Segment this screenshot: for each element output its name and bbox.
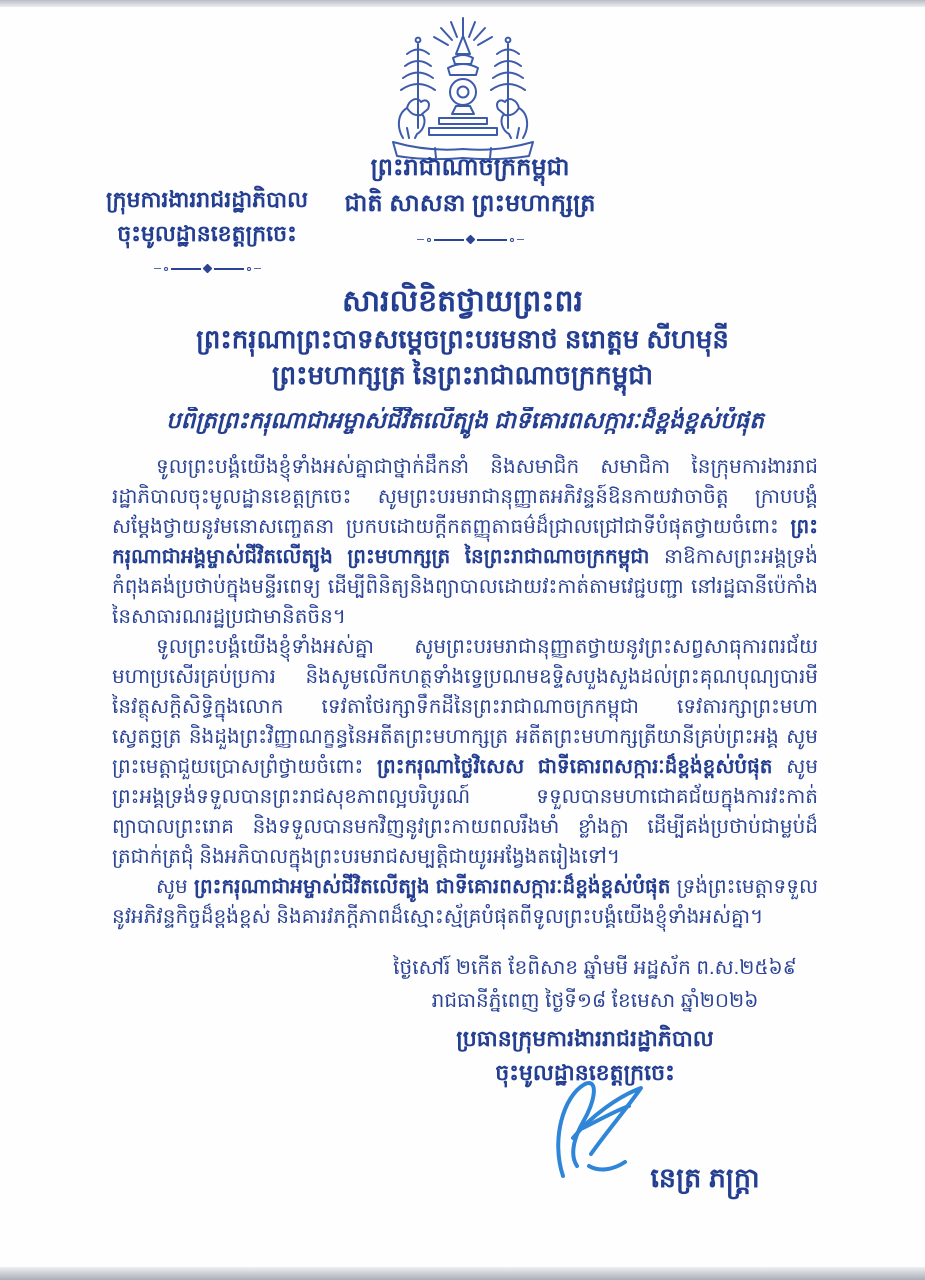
body-paragraph-3: សូម ព្រះករុណាជាអម្ចាស់ជីវិតលើត្បូង ជាទីគោរពសក្ការៈដ៏ខ្ពង់ខ្ពស់បំផុត ទ្រង់ព្រះមេត្តាទទួលនូវអភិវន្ទកិច្ចដ៏ខ្ពង់ខ្ពស់ និងគារវភក្ដីភាពដ៏ស្មោះស្ម័គ្របំផុតពីទូលព្រះបង្គំយើងខ្ញុំទាំងអស់គ្នា។ bbox=[112, 876, 818, 928]
lunar-date-line: ថ្ងៃសៅរ៍ ២កើត ខែពិសាខ ឆ្នាំមមី អដ្ឋស័ក ព.ស.២៥៦៩ bbox=[393, 957, 797, 979]
body-paragraph-2: ទូលព្រះបង្គំយើងខ្ញុំទាំងអស់គ្នា សូមព្រះបរមរាជានុញ្ញាតថ្វាយនូវព្រះសព្វសាធុការពរជ័យមហាប្រសើរគ្រប់ប្រការ និងសូមលើកហត្ថទាំងទ្វេប្រណមឧទ្ទិសបួងសួងដល់ព្រះគុណបុណ្យបារមី នៃវត្ថុសក្ដិសិទ្ធិក្នុងលោក ទេវតាថែរក្សាទឹកដីនៃព្រះរាជាណាចក្រកម្ពុជា ទេវតារក្សាព្រះមហាស្វេតច្ឆត្រ និងដួងព្រះវិញ្ញាណក្ខន្ធនៃអតីតព្រះមហាក្សត្រ អតីតព្រះមហាក្សត្រីយានីគ្រប់ព្រះអង្គ សូមព្រះមេត្តាជួយប្រោសព្រំថ្វាយចំពោះ ព្រះករុណាថ្លៃវិសេស ជាទីគោរពសក្ការៈដ៏ខ្ពង់ខ្ពស់បំផុត សូមព្រះអង្គទ្រង់ទទួលបានព្រះរាជសុខភាពល្អបរិបូរណ៍ ទទួលបានមហាជោគជ័យក្នុងការវះកាត់ ព្យាបាលព្រះរោគ និងទទួលបានមកវិញនូវព្រះកាយពលរឹងមាំ ខ្លាំងក្លា ដើម្បីគង់ប្រថាប់ជាម្លប់ដ៏ត្រជាក់ត្រជុំ និងអភិបាលក្នុងព្រះបរមរាជសម្បត្តិជាយូរអង្វែងតរៀងទៅ។ bbox=[112, 636, 818, 868]
photo-edge-bottom bbox=[0, 1267, 925, 1280]
royal-addressee-role: ព្រះមហាក្សត្រ នៃព្រះរាជាណាចក្រកម្ពុជា bbox=[271, 360, 654, 390]
ornamental-divider-icon bbox=[48, 265, 366, 272]
kingdom-name: ព្រះរាជាណាចក្រកម្ពុជា bbox=[370, 154, 570, 181]
body-paragraph-1: ទូលព្រះបង្គំយើងខ្ញុំទាំងអស់គ្នាជាថ្នាក់ដឹកនាំ និងសមាជិក សមាជិកា នៃក្រុមការងាររាជរដ្ឋាភិបាលចុះមូលដ្ឋានខេត្តក្រចេះ សូមព្រះបរមរាជានុញ្ញាតអភិវន្ទន៍ឱនកាយវាចាចិត្ត ក្រាបបង្គំសម្ដែងថ្វាយនូវមនោសញ្ចេតនា ប្រកបដោយក្ដីកតញ្ញុតាធម៌ដ៏ជ្រាលជ្រៅជាទីបំផុតថ្វាយចំពោះ ព្រះករុណាជាអង្គម្ចាស់ជីវិតលើត្បូង ព្រះមហាក្សត្រ នៃព្រះរាជាណាចក្រកម្ពុជា នាឱកាសព្រះអង្គទ្រង់កំពុងគង់ប្រថាប់ក្នុងមន្ទីរពេទ្យ ដើម្បីពិនិត្យនិងព្យាបាលដោយវះកាត់តាមវេជ្ជបញ្ជា នៅរដ្ឋធានីប៉េកាំង នៃសាធារណរដ្ឋប្រជាមានិតចិន។ bbox=[112, 456, 818, 628]
issuing-body-line2: ចុះមូលដ្ឋានខេត្តក្រចេះ bbox=[117, 221, 297, 246]
royal-arms-emblem-icon bbox=[363, 10, 563, 165]
salutation-line: បពិត្រព្រះករុណាជាអម្ចាស់ជីវិតលើត្បូង ជាទីគោរពសក្ការៈដ៏ខ្ពង់ខ្ពស់បំផុត bbox=[166, 407, 764, 433]
national-motto: ជាតិ សាសនា ព្រះមហាក្សត្រ bbox=[344, 190, 596, 217]
letter-title: សារលិខិតថ្វាយព្រះពរ bbox=[341, 285, 584, 318]
issuing-body-header bbox=[48, 183, 366, 272]
date-block bbox=[350, 952, 840, 1018]
signer-title-line2: ចុះមូលដ្ឋានខេត្តក្រចេះ bbox=[495, 1060, 675, 1085]
photo-edge-top bbox=[0, 0, 925, 7]
royal-addressee-name: ព្រះករុណាព្រះបាទសម្ដេចព្រះបរមនាថ នរោត្ដម សីហមុនី bbox=[196, 324, 729, 354]
signer-title-line1: ប្រធានក្រុមការងាររាជរដ្ឋាភិបាល bbox=[456, 1026, 714, 1051]
signer-name: នេត្រ ភក្ត្រា bbox=[650, 1163, 760, 1193]
issuing-body-line1: ក្រុមការងាររាជរដ្ឋាភិបាល bbox=[105, 187, 309, 212]
letter-title-block bbox=[0, 283, 925, 393]
gregorian-date-line: រាជធានីភ្នំពេញ ថ្ងៃទី១៨ ខែមេសា ឆ្នាំ២០២៦ bbox=[431, 990, 759, 1012]
